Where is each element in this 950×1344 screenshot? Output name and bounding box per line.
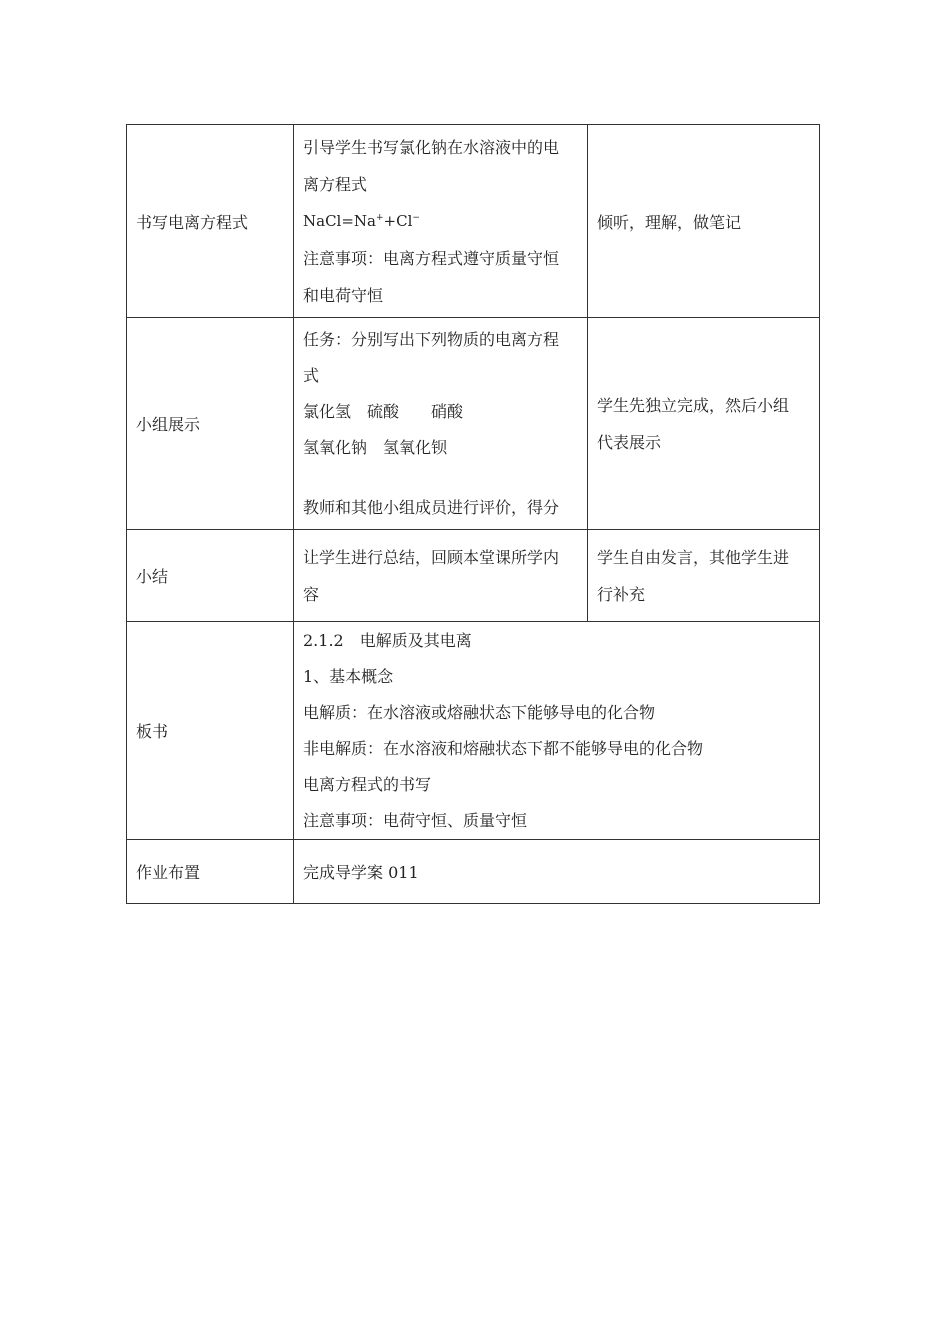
lesson-plan-table <box>126 124 820 904</box>
table-row <box>127 530 820 622</box>
student-text: 倾听，理解，做笔记 <box>597 212 742 232</box>
teacher-text-line: 氢氧化钠 氢氧化钡 <box>303 437 448 457</box>
teacher-text-line: 教师和其他小组成员进行评价，得分 <box>303 497 560 517</box>
stage-label: 书写电离方程式 <box>136 212 249 232</box>
table-row <box>127 318 820 530</box>
stage-cell <box>127 840 294 904</box>
stage-label: 板书 <box>136 722 169 741</box>
equation-part: NaCl=Na <box>303 211 376 230</box>
teacher-text-line: 容 <box>303 584 320 604</box>
charge-superscript: − <box>412 212 420 223</box>
table-row <box>127 125 820 318</box>
stage-cell <box>127 622 294 840</box>
student-activity-cell <box>588 318 820 530</box>
student-activity-cell <box>588 530 820 622</box>
charge-superscript: + <box>375 212 384 223</box>
board-line: 1、基本概念 <box>303 666 394 686</box>
homework-cell <box>294 840 820 904</box>
teacher-text-line: 离方程式 <box>303 174 368 194</box>
student-text-line: 代表展示 <box>597 432 662 452</box>
teacher-text-line: 式 <box>303 365 320 385</box>
board-line: 2.1.2 电解质及其电离 <box>303 630 472 650</box>
homework-text: 完成导学案 011 <box>303 863 419 882</box>
table-row <box>127 840 820 904</box>
ionization-equation <box>303 203 578 240</box>
student-text-line: 行补充 <box>597 584 646 604</box>
stage-cell <box>127 318 294 530</box>
stage-label: 作业布置 <box>136 863 201 882</box>
teacher-text-line: 注意事项：电离方程式遵守质量守恒 <box>303 248 560 268</box>
student-activity-cell <box>588 125 820 318</box>
stage-label: 小结 <box>136 567 169 586</box>
stage-cell <box>127 125 294 318</box>
student-text-line: 学生自由发言，其他学生进 <box>597 547 790 567</box>
teacher-text-line: 和电荷守恒 <box>303 285 384 305</box>
teacher-activity-cell <box>294 530 588 622</box>
board-line: 电离方程式的书写 <box>303 774 432 794</box>
teacher-text-line: 引导学生书写氯化钠在水溶液中的电 <box>303 137 560 157</box>
spacer <box>303 466 578 490</box>
equation-part: +Cl <box>383 211 413 230</box>
board-writing-cell <box>294 622 820 840</box>
board-line: 非电解质：在水溶液和熔融状态下都不能够导电的化合物 <box>303 738 704 758</box>
teacher-text-line: 让学生进行总结，回顾本堂课所学内 <box>303 547 560 567</box>
stage-label: 小组展示 <box>136 415 201 434</box>
student-text-line: 学生先独立完成，然后小组 <box>597 395 790 415</box>
teacher-activity-cell <box>294 125 588 318</box>
board-line: 注意事项：电荷守恒、质量守恒 <box>303 810 528 830</box>
teacher-text-line: 氯化氢 硫酸 硝酸 <box>303 401 464 421</box>
teacher-activity-cell <box>294 318 588 530</box>
teacher-text-line: 任务：分别写出下列物质的电离方程 <box>303 329 560 349</box>
board-line: 电解质：在水溶液或熔融状态下能够导电的化合物 <box>303 702 656 722</box>
stage-cell <box>127 530 294 622</box>
table-row <box>127 622 820 840</box>
